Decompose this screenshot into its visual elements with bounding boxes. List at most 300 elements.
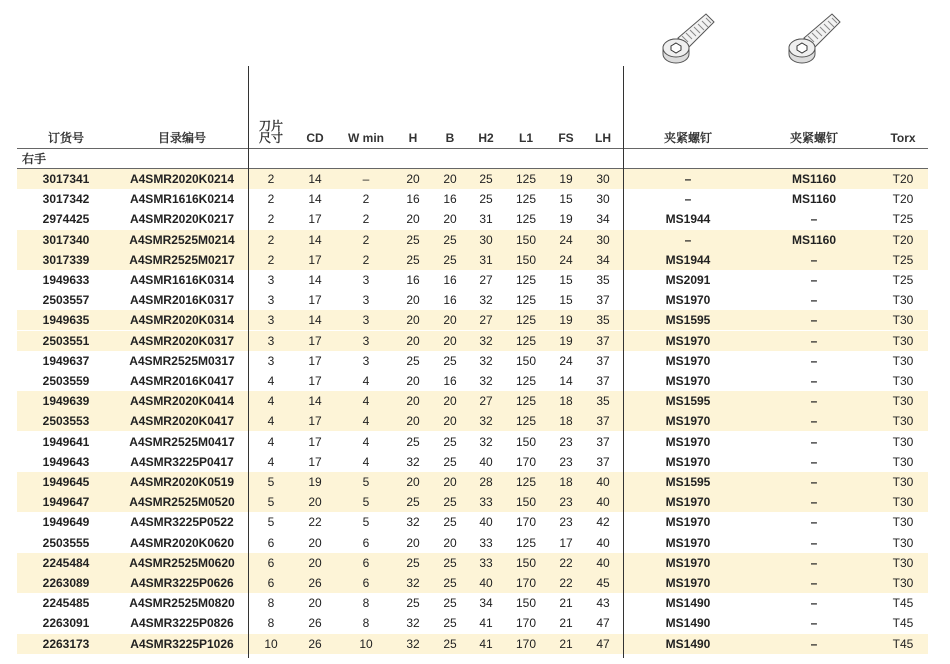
cell-order: 2263089: [42, 576, 90, 590]
cell-size: 3: [267, 353, 275, 368]
table-row: [17, 452, 928, 472]
cell-size: 10: [264, 636, 278, 651]
cell-size: 4: [267, 374, 275, 388]
cell-torx: T30: [892, 313, 914, 328]
table-row: [17, 593, 928, 613]
cell-order: 2263091: [42, 616, 90, 631]
cell-catalog: A4SMR2020K0417: [129, 414, 235, 429]
table-row: [17, 432, 928, 452]
cell-lh: 40: [596, 475, 610, 489]
table-row: [17, 512, 928, 532]
cell-l1: 150: [515, 232, 537, 247]
cell-h: 20: [406, 475, 420, 489]
cell-wmin: 4: [362, 374, 370, 388]
header-insert-size: 刀片 尺寸: [258, 119, 283, 145]
cell-torx: T30: [892, 495, 914, 510]
cell-s2: MS1160: [791, 232, 837, 247]
section-label: 右手: [22, 152, 47, 166]
table-row: [17, 209, 928, 229]
cell-catalog: A4SMR2020K0519: [129, 475, 235, 489]
table-row: [17, 169, 928, 189]
cell-cd: 17: [308, 454, 322, 469]
cell-s1: MS1970: [665, 555, 711, 570]
cell-size: 2: [267, 172, 275, 186]
cell-order: 3017342: [42, 192, 90, 207]
header-lh: LH: [595, 131, 611, 145]
cell-catalog: A4SMR3225P0522: [130, 515, 234, 530]
cell-h: 25: [406, 596, 420, 611]
cell-torx: T30: [892, 374, 914, 388]
cell-fs: 15: [559, 192, 573, 207]
cell-l1: 150: [515, 596, 537, 611]
cell-order: 2263173: [42, 636, 90, 651]
cell-b: 25: [443, 252, 457, 267]
cell-lh: 47: [596, 636, 610, 651]
cell-s2: –: [810, 293, 818, 308]
cell-size: 2: [267, 192, 275, 207]
cell-cd: 17: [308, 252, 322, 267]
cell-order: 1949643: [42, 454, 90, 469]
cell-torx: T30: [892, 333, 914, 348]
cell-b: 25: [443, 616, 457, 631]
cell-h2: 34: [479, 596, 493, 611]
cell-wmin: 2: [362, 212, 370, 227]
cell-cd: 26: [308, 636, 322, 651]
cell-h: 25: [406, 252, 420, 267]
cell-h2: 32: [479, 333, 493, 348]
header-h: H: [408, 131, 418, 145]
cell-size: 8: [267, 616, 275, 631]
header-order-no: 订货号: [47, 131, 84, 145]
cell-b: 25: [443, 434, 457, 449]
table-row: [17, 351, 928, 371]
cell-l1: 125: [515, 172, 537, 186]
table-row: [17, 230, 928, 250]
table-row: [17, 492, 928, 512]
cell-l1: 125: [515, 293, 537, 308]
cell-h2: 40: [479, 515, 493, 530]
cell-l1: 170: [515, 616, 537, 631]
cell-lh: 40: [596, 535, 610, 550]
cell-h: 16: [406, 192, 420, 207]
cell-h2: 27: [479, 313, 493, 328]
cell-b: 16: [443, 374, 457, 388]
cell-catalog: A4SMR3225P0626: [130, 576, 234, 590]
cell-l1: 125: [515, 475, 537, 489]
cell-lh: 30: [596, 192, 610, 207]
cell-catalog: A4SMR1616K0214: [129, 192, 235, 207]
cell-s2: –: [810, 616, 818, 631]
table-row: [17, 472, 928, 492]
cell-torx: T30: [892, 434, 914, 449]
cell-size: 6: [267, 555, 275, 570]
cell-wmin: 4: [362, 394, 370, 409]
cell-catalog: A4SMR2525M0520: [129, 495, 235, 510]
cell-b: 25: [443, 596, 457, 611]
cell-h2: 33: [479, 535, 493, 550]
cell-b: 16: [443, 293, 457, 308]
cell-order: 2503553: [42, 414, 90, 429]
cell-s1: MS1970: [665, 434, 711, 449]
cell-h: 20: [406, 414, 420, 429]
header-l1: L1: [518, 131, 533, 145]
cell-cd: 20: [308, 495, 322, 510]
cell-lh: 37: [596, 353, 610, 368]
cell-cd: 17: [308, 353, 322, 368]
table-row: [17, 391, 928, 411]
cell-lh: 47: [596, 616, 610, 631]
cell-h: 32: [406, 616, 420, 631]
cell-size: 4: [267, 394, 275, 409]
cell-lh: 35: [596, 273, 610, 287]
cell-s1: MS1970: [665, 293, 711, 308]
cell-wmin: 5: [362, 475, 370, 489]
cell-s2: –: [810, 374, 818, 388]
cell-s2: –: [810, 475, 818, 489]
cell-lh: 37: [596, 333, 610, 348]
cell-h2: 30: [479, 232, 493, 247]
cell-wmin: 8: [362, 596, 370, 611]
cell-torx: T20: [892, 232, 914, 247]
cell-s1: MS1595: [665, 313, 711, 328]
cell-s2: MS1160: [791, 172, 837, 186]
column-divider: [623, 66, 624, 658]
cell-wmin: 8: [362, 616, 370, 631]
header-torx: Torx: [890, 131, 916, 145]
cell-l1: 150: [515, 353, 537, 368]
cell-fs: 22: [559, 555, 573, 570]
cell-cd: 26: [308, 616, 322, 631]
cell-s2: –: [810, 454, 818, 469]
cell-s1: MS1970: [665, 495, 711, 510]
cell-order: 1949647: [42, 495, 90, 510]
header-clamp-screw: 夹紧螺钉: [789, 131, 838, 145]
cell-h2: 40: [479, 576, 493, 590]
cell-torx: T25: [892, 252, 914, 267]
cell-order: 2245484: [42, 555, 90, 570]
cell-b: 25: [443, 515, 457, 530]
cell-b: 20: [443, 475, 457, 489]
cell-l1: 170: [515, 576, 537, 590]
cell-s1: MS1970: [665, 333, 711, 348]
cell-b: 20: [443, 313, 457, 328]
header-fs: FS: [558, 131, 574, 145]
cell-s1: MS1490: [665, 616, 711, 631]
cell-s1: MS1970: [665, 353, 711, 368]
cell-h2: 27: [479, 273, 493, 287]
table-row: [17, 573, 928, 593]
cell-fs: 18: [559, 475, 573, 489]
cell-s1: MS1970: [665, 576, 711, 590]
cell-lh: 30: [596, 232, 610, 247]
cell-h: 25: [406, 434, 420, 449]
cell-lh: 40: [596, 495, 610, 510]
table-row: [17, 290, 928, 310]
cell-size: 4: [267, 434, 275, 449]
table-row: [17, 411, 928, 431]
cell-wmin: 2: [362, 192, 370, 207]
cell-cd: 22: [308, 515, 322, 530]
cell-catalog: A4SMR3225P0417: [130, 454, 234, 469]
cell-size: 3: [267, 293, 275, 308]
cell-cd: 17: [308, 212, 322, 227]
cell-size: 2: [267, 232, 275, 247]
cell-l1: 125: [515, 273, 537, 287]
cell-catalog: A4SMR2020K0217: [129, 212, 235, 227]
cell-torx: T30: [892, 454, 914, 469]
cell-order: 3017341: [42, 172, 90, 186]
cell-h2: 31: [479, 212, 493, 227]
cell-catalog: A4SMR2016K0417: [129, 374, 235, 388]
cell-l1: 125: [515, 333, 537, 348]
cell-s2: –: [810, 576, 818, 590]
cell-order: 2503551: [42, 333, 90, 348]
cell-torx: T45: [892, 616, 914, 631]
cell-s1: MS1944: [665, 212, 711, 227]
cell-fs: 19: [559, 313, 573, 328]
cell-l1: 150: [515, 495, 537, 510]
cell-wmin: 4: [362, 434, 370, 449]
table-row: [17, 553, 928, 573]
cell-b: 20: [443, 172, 457, 186]
cell-l1: 125: [515, 212, 537, 227]
cell-s2: –: [810, 333, 818, 348]
cell-catalog: A4SMR2020K0414: [129, 394, 235, 409]
table-row: [17, 634, 928, 654]
cell-b: 20: [443, 212, 457, 227]
cell-fs: 24: [559, 232, 573, 247]
cell-size: 6: [267, 576, 275, 590]
cell-h2: 41: [479, 616, 493, 631]
cell-s1: MS1970: [665, 454, 711, 469]
cell-catalog: A4SMR2525M0620: [129, 555, 235, 570]
cell-l1: 125: [515, 394, 537, 409]
cell-h2: 33: [479, 555, 493, 570]
cell-s2: –: [810, 636, 818, 651]
cell-h2: 32: [479, 293, 493, 308]
cell-fs: 17: [559, 535, 573, 550]
cell-s2: –: [810, 273, 818, 287]
cell-size: 3: [267, 273, 275, 287]
cell-order: 2503559: [42, 374, 90, 388]
cell-cd: 17: [308, 434, 322, 449]
header-w-min: W min: [348, 131, 384, 145]
cell-h2: 32: [479, 353, 493, 368]
cell-wmin: 2: [362, 232, 370, 247]
cell-b: 16: [443, 192, 457, 207]
cell-order: 3017339: [42, 252, 90, 267]
cell-size: 3: [267, 333, 275, 348]
cell-h: 32: [406, 576, 420, 590]
cell-h: 25: [406, 353, 420, 368]
cell-l1: 150: [515, 252, 537, 267]
cell-s2: –: [810, 414, 818, 429]
cell-lh: 34: [596, 212, 610, 227]
header-h2: H2: [478, 131, 494, 145]
cell-s1: MS2091: [665, 273, 711, 287]
cell-h2: 32: [479, 374, 493, 388]
cell-s1: MS1970: [665, 374, 711, 388]
cell-s2: –: [810, 313, 818, 328]
cell-wmin: 6: [362, 555, 370, 570]
cell-cd: 17: [308, 414, 322, 429]
cell-h2: 25: [479, 192, 493, 207]
cell-lh: 35: [596, 313, 610, 328]
cell-cd: 17: [308, 374, 322, 388]
cell-s1: –: [684, 232, 692, 247]
cell-h: 20: [406, 535, 420, 550]
cell-s2: –: [810, 353, 818, 368]
table-row: [17, 613, 928, 633]
cell-lh: 37: [596, 414, 610, 429]
cell-s1: –: [684, 172, 692, 186]
cell-catalog: A4SMR2525M0820: [129, 596, 235, 611]
cell-fs: 23: [559, 515, 573, 530]
cell-size: 6: [267, 535, 275, 550]
cell-torx: T20: [892, 172, 914, 186]
cell-b: 16: [443, 273, 457, 287]
cell-h2: 31: [479, 252, 493, 267]
cell-fs: 23: [559, 454, 573, 469]
cell-size: 4: [267, 454, 275, 469]
cell-s1: MS1595: [665, 394, 711, 409]
cell-catalog: A4SMR2020K0314: [129, 313, 235, 328]
cell-torx: T45: [892, 636, 914, 651]
cell-h2: 33: [479, 495, 493, 510]
cell-h2: 32: [479, 414, 493, 429]
cell-h: 20: [406, 374, 420, 388]
cell-wmin: 4: [362, 454, 370, 469]
cell-l1: 125: [515, 535, 537, 550]
cell-wmin: 5: [362, 515, 370, 530]
cell-fs: 19: [559, 212, 573, 227]
cell-h: 25: [406, 555, 420, 570]
cell-order: 1949649: [42, 515, 90, 530]
cell-s2: –: [810, 515, 818, 530]
table-row: [17, 310, 928, 330]
cell-torx: T30: [892, 414, 914, 429]
cell-cd: 19: [308, 475, 322, 489]
cell-size: 2: [267, 252, 275, 267]
cell-b: 25: [443, 555, 457, 570]
cell-size: 4: [267, 414, 275, 429]
cell-h: 32: [406, 515, 420, 530]
cell-cd: 26: [308, 576, 322, 590]
cell-catalog: A4SMR3225P1026: [130, 636, 234, 651]
cell-b: 25: [443, 454, 457, 469]
cell-torx: T30: [892, 515, 914, 530]
header-catalog-no: 目录编号: [157, 131, 206, 145]
cell-size: 2: [267, 212, 275, 227]
cell-s1: MS1490: [665, 596, 711, 611]
cell-h: 20: [406, 172, 420, 186]
cell-wmin: 3: [362, 293, 370, 308]
cell-cd: 14: [308, 313, 322, 328]
cell-torx: T30: [892, 535, 914, 550]
cell-wmin: 4: [362, 414, 370, 429]
cell-lh: 37: [596, 434, 610, 449]
cell-fs: 18: [559, 414, 573, 429]
cell-catalog: A4SMR2016K0317: [129, 293, 235, 308]
cell-size: 3: [267, 313, 275, 328]
cell-wmin: 3: [362, 353, 370, 368]
cell-fs: 23: [559, 434, 573, 449]
cell-fs: 15: [559, 293, 573, 308]
cell-order: 2503555: [42, 535, 90, 550]
cell-cd: 14: [308, 232, 322, 247]
cell-s1: MS1970: [665, 515, 711, 530]
cell-h2: 41: [479, 636, 493, 651]
cell-b: 20: [443, 394, 457, 409]
cell-order: 1949637: [42, 353, 90, 368]
cell-order: 1949633: [42, 273, 90, 287]
cell-lh: 42: [596, 515, 610, 530]
cell-fs: 24: [559, 353, 573, 368]
cell-fs: 15: [559, 273, 573, 287]
cell-lh: 37: [596, 454, 610, 469]
cell-torx: T30: [892, 576, 914, 590]
cell-s1: MS1490: [665, 636, 711, 651]
cell-lh: 34: [596, 252, 610, 267]
cell-order: 2245485: [42, 596, 90, 611]
cell-cd: 14: [308, 172, 322, 186]
cell-h: 20: [406, 212, 420, 227]
cell-torx: T25: [892, 273, 914, 287]
cell-cd: 17: [308, 333, 322, 348]
header-clamp-screw: 夹紧螺钉: [663, 131, 712, 145]
cell-lh: 45: [596, 576, 610, 590]
cell-b: 20: [443, 414, 457, 429]
cell-l1: 170: [515, 454, 537, 469]
cell-order: 2974425: [42, 212, 90, 227]
header-divider: [17, 148, 928, 149]
cell-l1: 170: [515, 515, 537, 530]
cell-cd: 14: [308, 394, 322, 409]
cell-l1: 125: [515, 414, 537, 429]
cell-s2: –: [810, 212, 818, 227]
cell-b: 25: [443, 353, 457, 368]
cell-cd: 17: [308, 293, 322, 308]
cell-lh: 37: [596, 293, 610, 308]
cell-b: 25: [443, 495, 457, 510]
cell-order: 1949645: [42, 475, 90, 489]
cell-l1: 125: [515, 374, 537, 388]
cell-h2: 32: [479, 434, 493, 449]
cell-size: 5: [267, 475, 275, 489]
cell-wmin: 10: [359, 636, 373, 651]
cell-s1: MS1970: [665, 414, 711, 429]
cell-b: 25: [443, 636, 457, 651]
cell-fs: 21: [559, 616, 573, 631]
cell-cd: 14: [308, 192, 322, 207]
cell-torx: T25: [892, 212, 914, 227]
cell-h2: 25: [479, 172, 493, 186]
cell-wmin: 3: [362, 273, 370, 287]
cell-h2: 40: [479, 454, 493, 469]
table-row: [17, 331, 928, 351]
cell-h: 20: [406, 313, 420, 328]
cell-h: 25: [406, 232, 420, 247]
cell-b: 20: [443, 333, 457, 348]
cell-fs: 21: [559, 636, 573, 651]
cell-catalog: A4SMR2525M0217: [129, 252, 235, 267]
cell-size: 5: [267, 515, 275, 530]
column-divider: [248, 66, 249, 658]
cell-s2: –: [810, 434, 818, 449]
cell-h: 32: [406, 636, 420, 651]
cell-l1: 150: [515, 434, 537, 449]
cell-b: 20: [443, 535, 457, 550]
